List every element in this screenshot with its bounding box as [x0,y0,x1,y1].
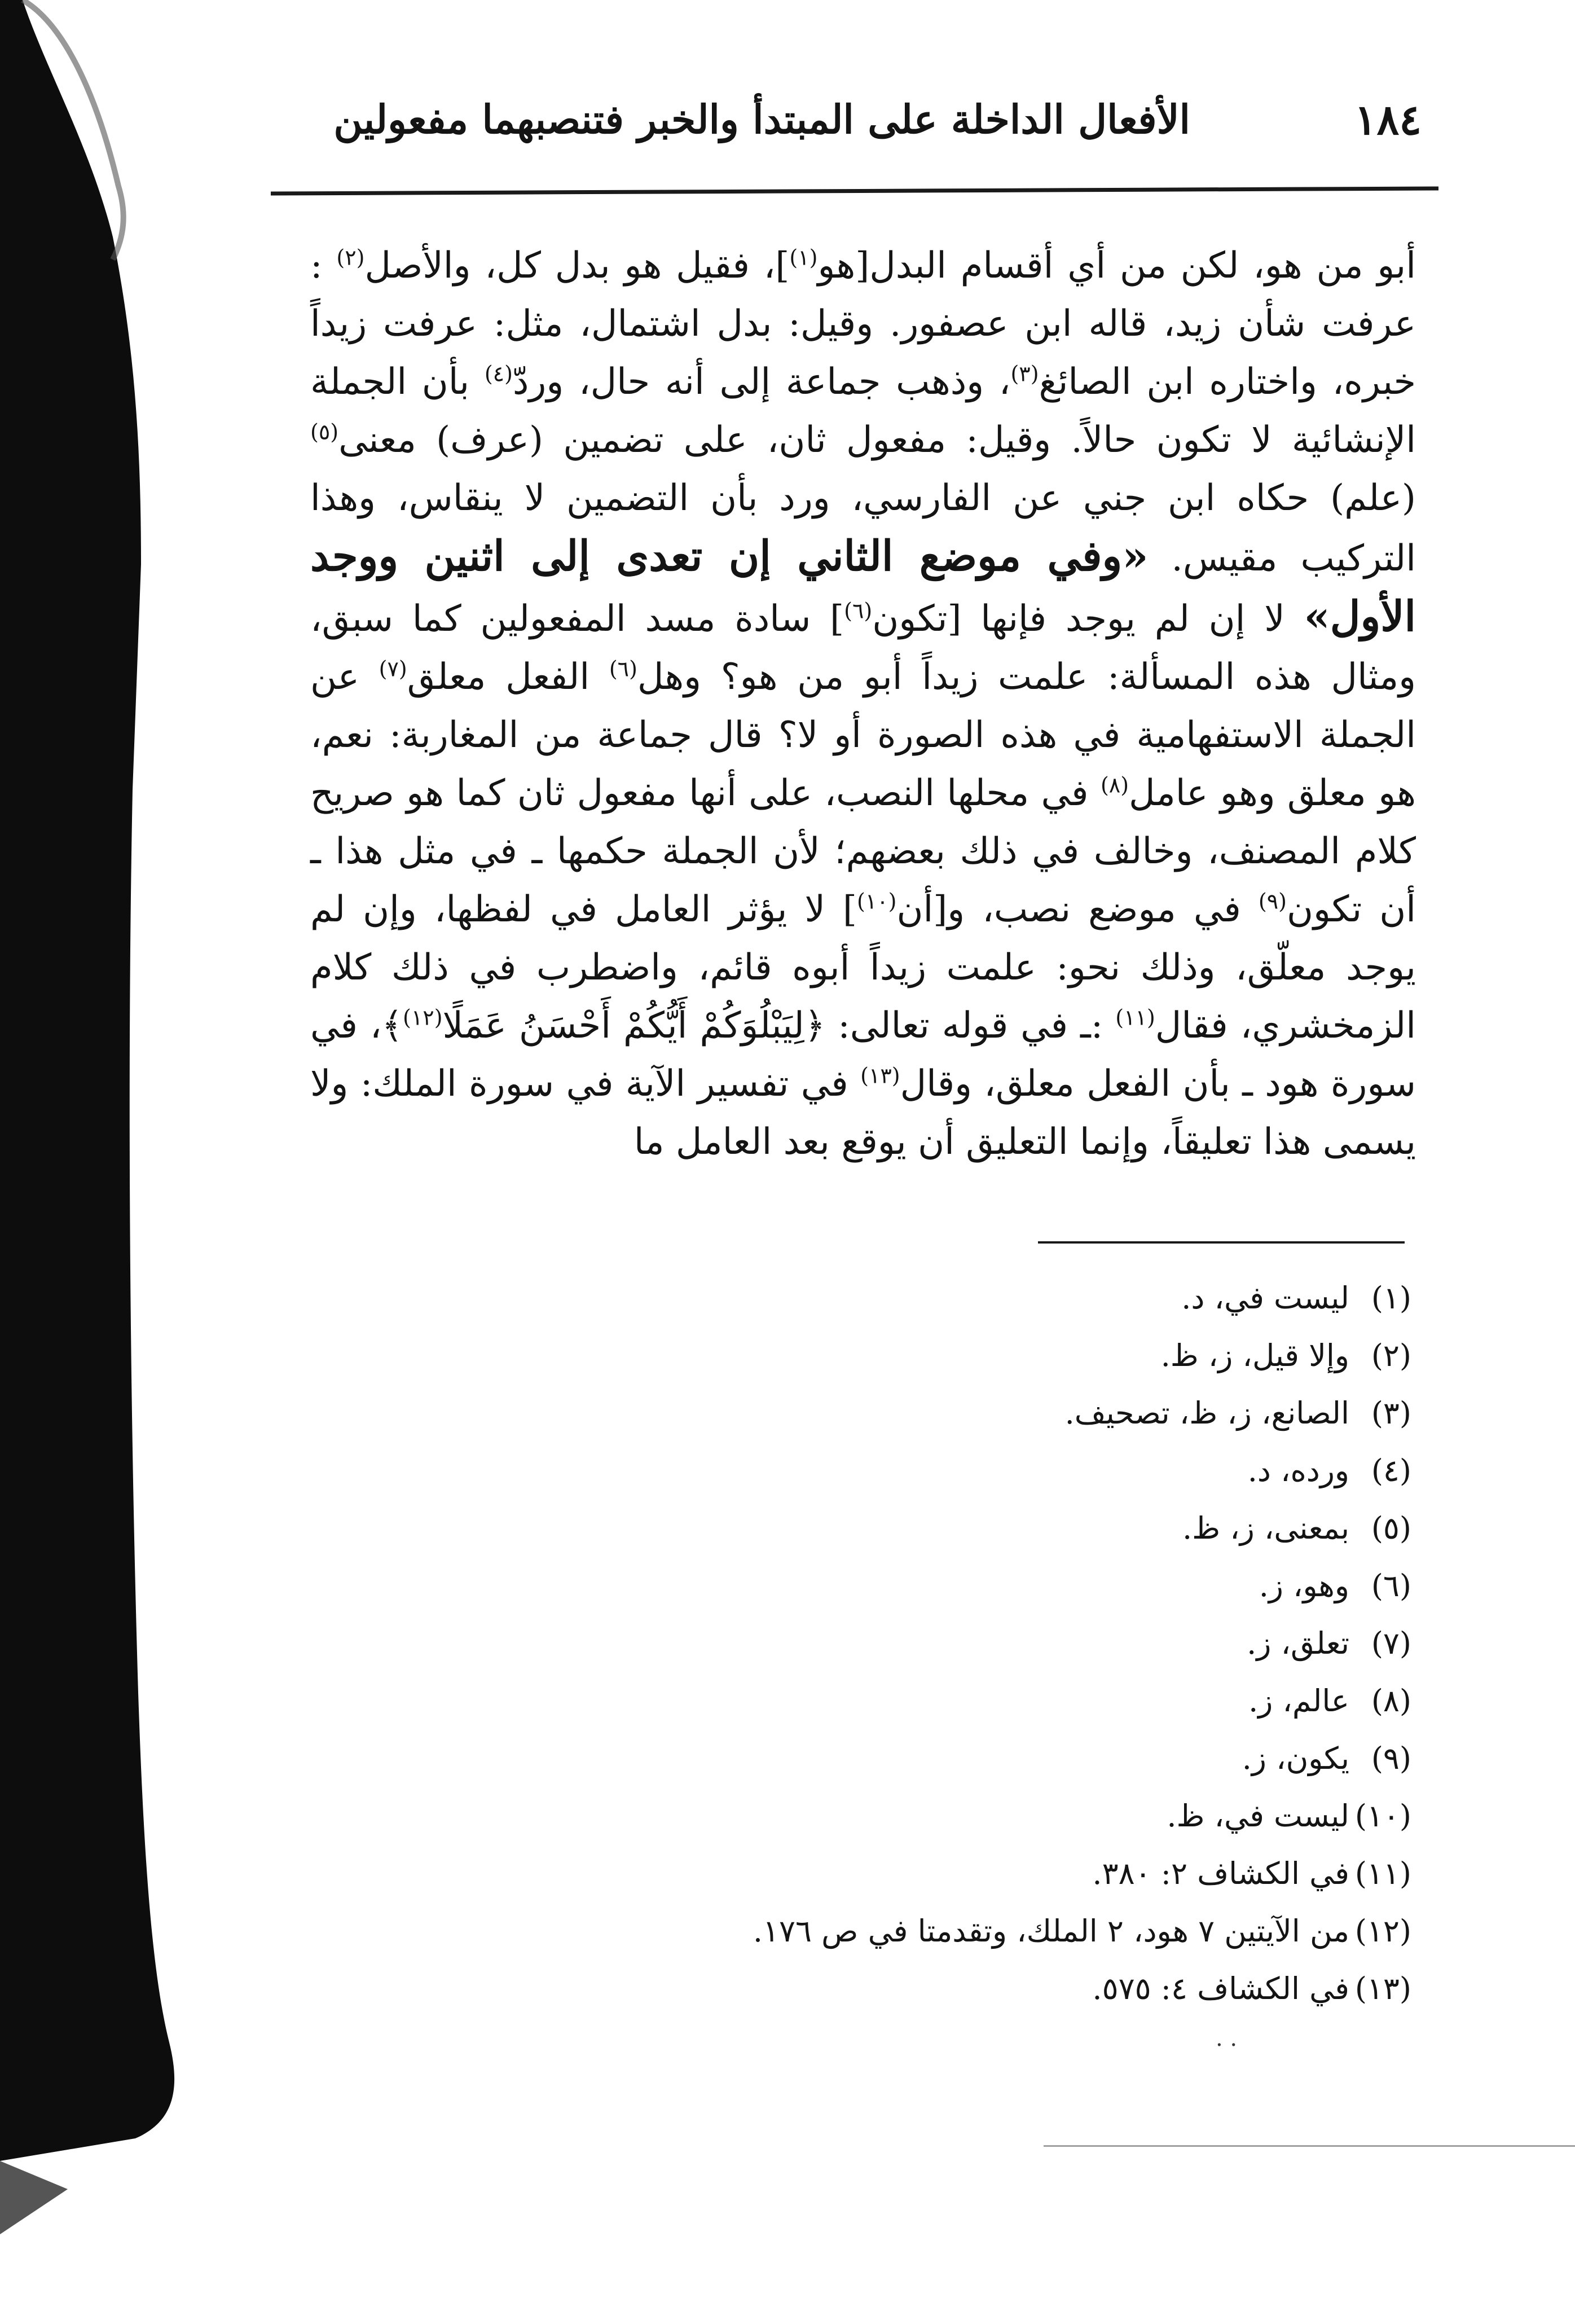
footnote-reference: (٤) [484,361,513,386]
body-text: في موضع نصب، و[أن [896,889,1241,930]
footnote-number: (٦) [1371,1568,1411,1603]
page-header [333,85,1422,164]
footnotes [396,1269,1411,2018]
footnote-reference: (١١) [1115,1005,1155,1030]
footnote [396,1787,1411,1845]
stray-mark: . . [1216,2026,1238,2051]
footnote-reference: (٢) [336,245,365,270]
body-text: ] لا يؤثر العامل في لفظها، وإن لم يوجد معلّق، وذلك نحو: علمت زيداً أبوه قائم، واضطرب في ذلك كلام الزمخشري، فقال [310,889,1416,1047]
footnote [396,1615,1411,1672]
footnote [396,1500,1411,1557]
footnote-number: (٧) [1371,1626,1411,1661]
body-text: في تفسير الآية في سورة الملك: ولا يسمى هذا تعليقاً، وإنما التعليق أن يوقع بعد العامل ما [310,1063,1416,1163]
footnote-reference: (٥) [310,419,339,445]
running-title: الأفعال الداخلة على المبتدأ والخبر فتنصبهما مفعولين [333,96,1190,143]
body-text: ﴾، في سورة هود ـ بأن الفعل معلق، وقال [310,1005,1416,1105]
body-text: بأن الجملة الإنشائية لا تكون حالاً. وقيل: مفعول ثان، على تضمين (عرف) معنى [310,361,1416,461]
footnote [396,1845,1411,1903]
body-text: الفعل معلق [407,656,590,698]
footnote-number: (٢) [1371,1338,1411,1373]
footnote-rule [1038,1241,1405,1244]
body-text: (علم) حكاه ابن جني عن الفارسي، ورد بأن التضمين لا ينقاس، وهذا التركيب مقيس. [310,477,1416,579]
footnote-number: (١١) [1354,1856,1411,1891]
footnote-text: ليست في، د. [1181,1280,1349,1316]
body-text: في محلها النصب، على أنها مفعول ثان كما هو صريح كلام المصنف، وخالف في ذلك بعضهم؛ لأن الجملة حكمها ـ في مثل هذا ـ أن تكون [310,772,1416,930]
footnote-reference: (٣) [1010,361,1039,386]
footnote-number: (٩) [1371,1741,1411,1776]
footnote-reference: (١٢) [403,1005,443,1030]
body-text: ] سادة مسد المفعولين كما سبق، ومثال هذه المسألة: علمت زيداً أبو من هو؟ وهل [310,598,1416,698]
scan-edge-line [1044,2145,1575,2147]
footnote-text: وهو، ز. [1259,1568,1349,1603]
footnote [396,1327,1411,1385]
page-binding-shadow [0,0,186,2324]
footnote-text: في الكشاف ٢: ٣٨٠. [1092,1856,1349,1891]
footnote [396,1269,1411,1327]
footnote-text: وإلا قيل، ز، ظ. [1160,1338,1349,1373]
footnote-number: (٣) [1371,1395,1411,1431]
quoted-matn: «وفي موضع الثاني إن تعدى إلى اثنين ووجد الأول» [310,532,1416,641]
quran-verse: :ـ في قوله تعالى: ﴿لِيَبْلُوَكُمْ أَيُّكُمْ أَحْسَنُ عَمَلًا [442,1005,1103,1047]
footnote-number: (١٣) [1354,1971,1411,2006]
footnote-number: (٨) [1371,1683,1411,1719]
footnote-text: يكون، ز. [1242,1741,1349,1776]
footnote-number: (١٢) [1354,1913,1411,1949]
footnote-reference: (٩) [1258,889,1287,914]
footnote-reference: (٦) [844,598,873,623]
footnote-number: (٥) [1371,1510,1411,1546]
footnote-text: تعلق، ز. [1247,1626,1349,1661]
body-paragraph [310,237,1416,1171]
footnote-text: بمعنى، ز، ظ. [1182,1510,1349,1546]
footnote-text: عالم، ز. [1248,1683,1349,1719]
footnote-number: (١) [1371,1280,1411,1316]
footnote-text: من الآيتين ٧ هود، ٢ الملك، وتقدمتا في ص ١٧٦. [753,1913,1349,1949]
body-text: ]، فقيل هو بدل كل، والأصل [364,245,790,287]
page-number: ١٨٤ [1354,96,1422,144]
footnote-reference: (٨) [1100,772,1129,798]
footnote-reference: (١) [789,245,818,270]
footnote-reference: (٧) [379,656,407,682]
body-text: : عرفت شأن زيد، قاله ابن عصفور. وقيل: بدل اشتمال، مثل: عرفت زيداً خبره، واختاره ابن الصائغ [310,245,1416,403]
footnote-text: في الكشاف ٤: ٥٧٥. [1092,1971,1349,2006]
footnote-number: (٤) [1371,1453,1411,1488]
footnote-reference: (٦) [609,656,637,682]
footnote [396,1730,1411,1787]
body-text: عن الجملة الاستفهامية في هذه الصورة أو لا؟ قال جماعة من المغاربة: نعم، هو معلق وهو عامل [310,656,1416,814]
footnote-text: ورده، د. [1247,1453,1349,1488]
footnote [396,1442,1411,1500]
footnote [396,1672,1411,1730]
body-text: أبو من هو، لكن من أي أقسام البدل[هو [817,245,1416,287]
footnote-reference: (١٠) [857,889,897,914]
footnote-number: (١٠) [1354,1798,1411,1834]
header-rule [271,186,1438,195]
footnote-text: الصانع، ز، ظ، تصحيف. [1064,1395,1349,1431]
footnote [396,1903,1411,1960]
body-text: لا إن لم يوجد فإنها [تكون [872,598,1285,640]
main-text [310,237,1416,1171]
body-text: ، وذهب جماعة إلى أنه حال، وردّ [512,361,1011,403]
footnote-text: ليست في، ظ. [1167,1798,1349,1834]
footnote [396,1385,1411,1442]
footnote-reference: (١٣) [860,1063,900,1088]
footnote [396,1557,1411,1615]
footnote [396,1960,1411,2018]
